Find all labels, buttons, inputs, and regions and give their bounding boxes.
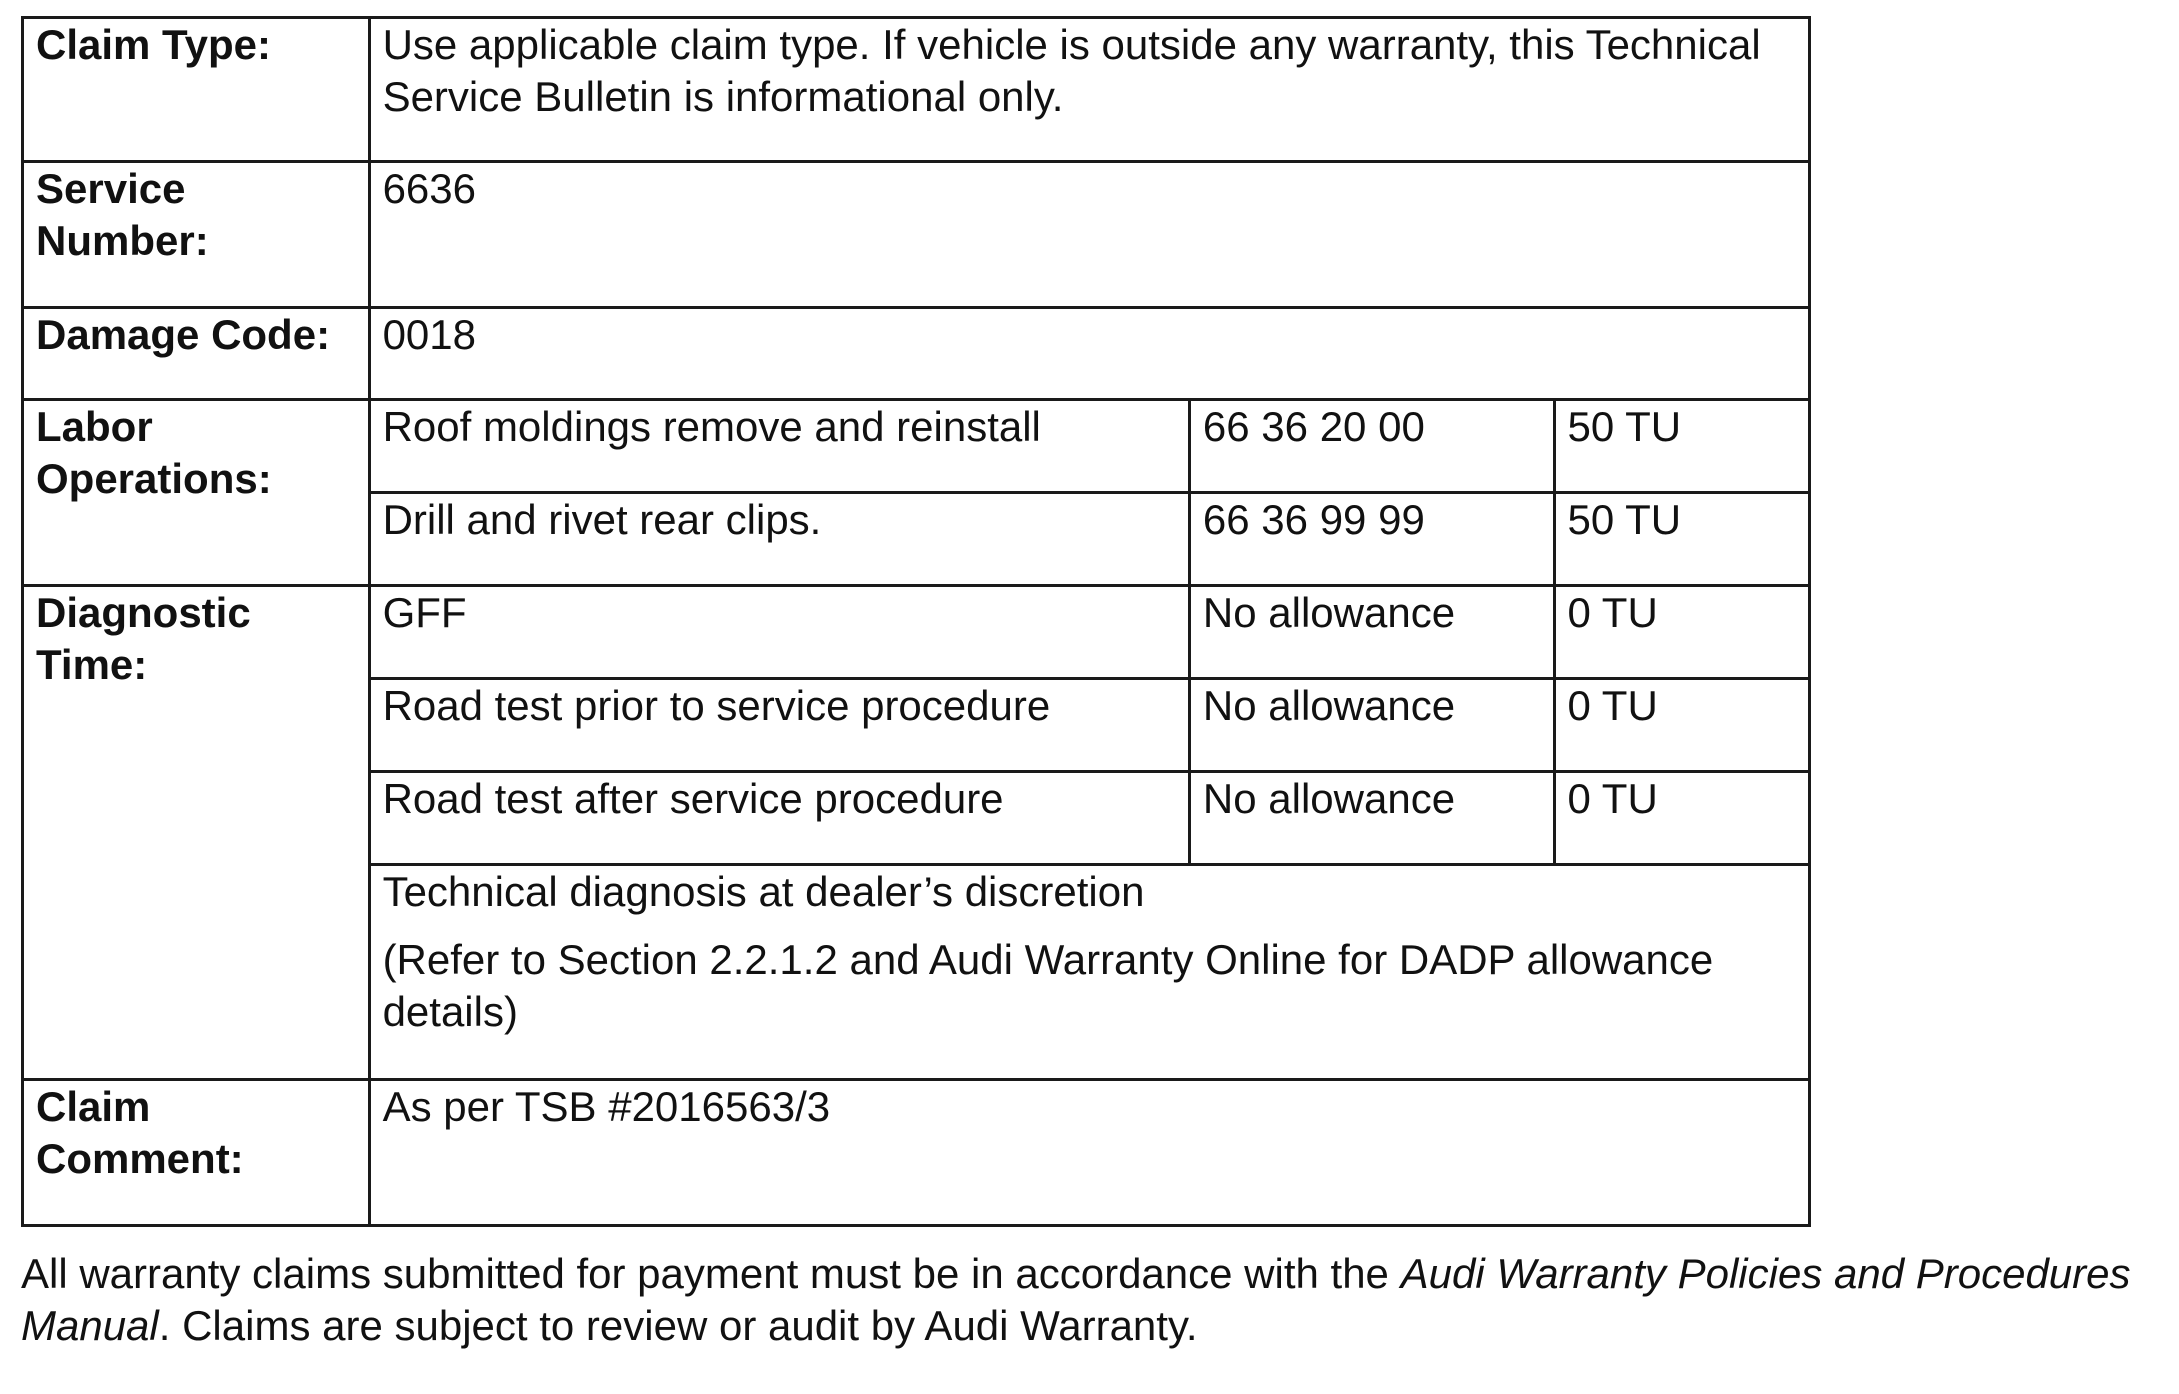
service-number-label: Service Number: <box>23 162 370 308</box>
claim-type-value: Use applicable claim type. If vehicle is outside any warranty, this Technical Service Bulletin is informational only. <box>369 18 1809 162</box>
labor-op-code: 66 36 20 00 <box>1189 400 1554 493</box>
footer-text-after: . Claims are subject to review or audit by Audi Warranty. <box>158 1302 1198 1349</box>
footer-text-before: All warranty claims submitted for payment must be in accordance with the <box>21 1250 1401 1297</box>
labor-op-description: Roof moldings remove and reinstall <box>369 400 1189 493</box>
labor-op-time: 50 TU <box>1554 400 1809 493</box>
labor-operation-row <box>23 400 1810 493</box>
claim-comment-row <box>23 1080 1810 1226</box>
diagnostic-time-label: Diagnostic Time: <box>23 586 370 1080</box>
diagnostic-allowance: No allowance <box>1189 586 1554 679</box>
diagnostic-time: 0 TU <box>1554 586 1809 679</box>
diagnostic-row <box>23 586 1810 679</box>
damage-code-value: 0018 <box>369 308 1809 400</box>
labor-op-time: 50 TU <box>1554 493 1809 586</box>
diagnostic-allowance: No allowance <box>1189 772 1554 865</box>
claim-info-table <box>21 16 1811 1227</box>
diagnostic-description: Road test prior to service procedure <box>369 679 1189 772</box>
diagnostic-description: Road test after service procedure <box>369 772 1189 865</box>
warranty-footer-note <box>21 1248 2161 1352</box>
diagnostic-time: 0 TU <box>1554 772 1809 865</box>
diagnostic-time: 0 TU <box>1554 679 1809 772</box>
claim-type-label: Claim Type: <box>23 18 370 162</box>
dadp-reference-text: (Refer to Section 2.2.1.2 and Audi Warranty Online for DADP allowance details) <box>382 936 1714 1035</box>
diagnostic-description: GFF <box>369 586 1189 679</box>
claim-type-row <box>23 18 1810 162</box>
diagnostic-allowance: No allowance <box>1189 679 1554 772</box>
labor-operations-label: Labor Operations: <box>23 400 370 586</box>
service-number-row <box>23 162 1810 308</box>
warranty-claim-document <box>21 16 2161 1394</box>
claim-comment-value: As per TSB #2016563/3 <box>369 1080 1809 1226</box>
claim-comment-label: Claim Comment: <box>23 1080 370 1226</box>
technical-diagnosis-cell <box>369 865 1809 1080</box>
labor-op-code: 66 36 99 99 <box>1189 493 1554 586</box>
technical-diagnosis-text: Technical diagnosis at dealer’s discretion <box>382 868 1145 915</box>
damage-code-row <box>23 308 1810 400</box>
damage-code-label: Damage Code: <box>23 308 370 400</box>
service-number-value: 6636 <box>369 162 1809 308</box>
labor-op-description: Drill and rivet rear clips. <box>369 493 1189 586</box>
warranty-manual-title: Audi Warranty Policies and Procedures Manual <box>21 1250 2131 1349</box>
